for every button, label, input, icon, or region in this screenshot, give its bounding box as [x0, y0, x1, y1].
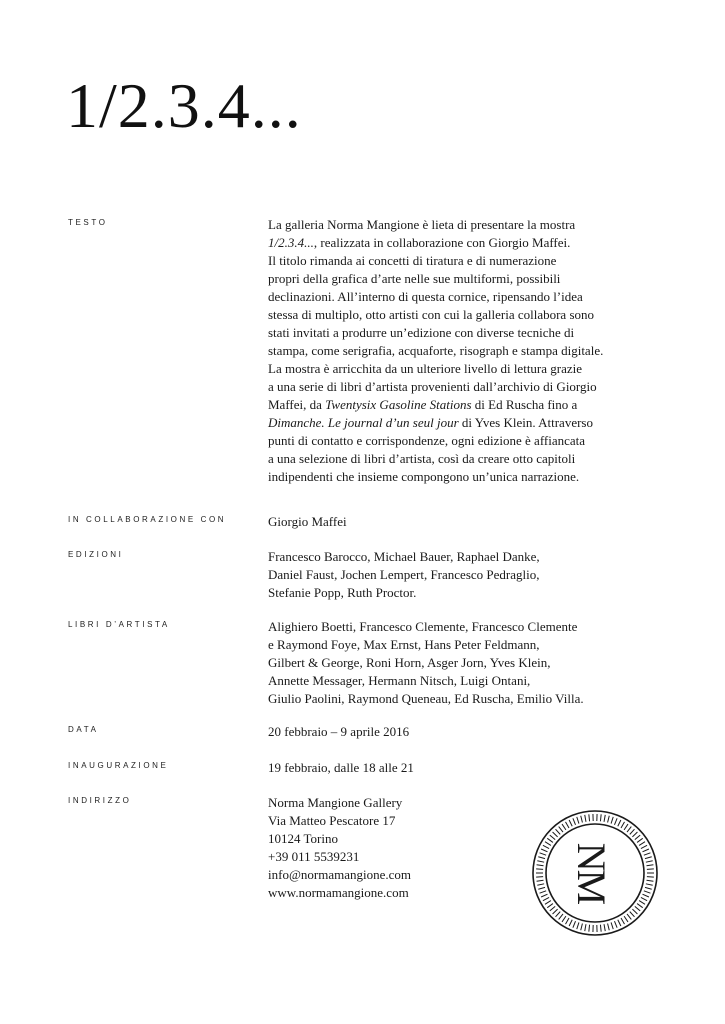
seal-tick [608, 923, 610, 930]
text-run: declinazioni. All’interno di questa cornice, ripensando l’idea [268, 289, 583, 304]
email-link[interactable]: info@normamangione.com [268, 867, 412, 882]
seal-tick [618, 820, 621, 826]
seal-tick [627, 914, 631, 920]
testo-line [268, 396, 648, 414]
page-title: 1/2.3.4... [66, 70, 302, 141]
seal-tick [541, 849, 547, 852]
seal-tick [566, 918, 570, 924]
seal-tick [566, 822, 570, 828]
inaugurazione-value [268, 759, 648, 777]
text-run: di Ed Ruscha fino a [471, 397, 578, 412]
seal-tick [547, 904, 553, 908]
seal-tick [630, 829, 635, 834]
seal-tick [543, 897, 549, 900]
text-run: a una serie di libri d’artista provenienti dall’archivio di Giorgio [268, 379, 597, 394]
seal-tick [624, 824, 628, 830]
seal-tick [641, 845, 647, 848]
seal-tick [559, 827, 563, 833]
label-data: DATA [68, 725, 99, 734]
seal-tick [545, 901, 551, 905]
testo-line [268, 414, 648, 432]
indirizzo-line: 10124 Torino [268, 831, 338, 846]
testo-body [268, 216, 648, 486]
label-testo: TESTO [68, 218, 108, 227]
seal-tick [553, 909, 558, 914]
label-indirizzo: INDIRIZZO [68, 796, 132, 805]
seal-tick [537, 884, 544, 885]
seal-tick [646, 861, 653, 862]
seal-tick [646, 865, 653, 866]
testo-line [268, 270, 648, 288]
seal-tick [538, 887, 545, 889]
text-run: Il titolo rimanda ai concetti di tiratura e di numerazione [268, 253, 557, 268]
seal-tick [562, 916, 566, 922]
testo-line [268, 216, 648, 234]
label-edizioni: EDIZIONI [68, 550, 124, 559]
seal-tick [632, 832, 637, 837]
inaugurazione-line: 19 febbraio, dalle 18 alle 21 [268, 760, 414, 775]
text-run: La galleria Norma Mangione è lieta di presentare la mostra [268, 217, 576, 232]
seal-tick [637, 904, 643, 908]
testo-line [268, 378, 648, 396]
seal-tick [611, 817, 613, 824]
libri-line: Gilbert & George, Roni Horn, Asger Jorn, Yves Klein, [268, 655, 551, 670]
indirizzo-line: Via Matteo Pescatore 17 [268, 813, 396, 828]
seal-tick [543, 845, 549, 848]
seal-tick [581, 816, 583, 823]
seal-tick [608, 816, 610, 823]
seal-tick [537, 880, 544, 881]
seal-tick [581, 923, 583, 930]
seal-tick [604, 924, 605, 931]
seal-tick [556, 829, 561, 834]
text-run: , realizzata in collaborazione con Giorgio Maffei. [313, 235, 571, 250]
seal-tick [643, 894, 649, 897]
edizioni-line: Stefanie Popp, Ruth Proctor. [268, 585, 417, 600]
logo-monogram: NM [569, 842, 614, 904]
data-line: 20 febbraio – 9 aprile 2016 [268, 724, 410, 739]
seal-tick [550, 906, 555, 910]
seal-tick [646, 884, 653, 885]
seal-tick [627, 827, 631, 833]
seal-tick [547, 838, 553, 842]
seal-tick [639, 842, 645, 846]
libri-line: Giulio Paolini, Raymond Queneau, Ed Ruscha, Emilio Villa. [268, 691, 584, 706]
collaborazione-value [268, 513, 648, 531]
testo-line [268, 324, 648, 342]
seal-tick [545, 842, 551, 846]
seal-tick [637, 838, 643, 842]
seal-tick [540, 853, 547, 855]
testo-line [268, 342, 648, 360]
text-run: stampa, come serigrafia, acquaforte, risograph e stampa digitale. [268, 343, 604, 358]
edizioni-line: Francesco Barocco, Michael Bauer, Raphael Danke, [268, 549, 540, 564]
seal-tick [550, 835, 555, 839]
edizioni-line: Daniel Faust, Jochen Lempert, Francesco Pedraglio, [268, 567, 540, 582]
seal-tick [569, 920, 572, 926]
seal-tick [556, 912, 561, 917]
seal-tick [573, 921, 576, 927]
seal-tick [645, 857, 652, 859]
gallery-seal-logo [530, 808, 660, 938]
text-run: stessa di multiplo, otto artisti con cui la galleria collabora sono [268, 307, 595, 322]
testo-line [268, 252, 648, 270]
seal-tick [589, 925, 590, 932]
seal-tick [635, 906, 640, 910]
italic-title: 1/2.3.4... [268, 235, 314, 250]
testo-line [268, 468, 648, 486]
text-run: propri della grafica d’arte nelle sue multiformi, possibili [268, 271, 561, 286]
label-libri: LIBRI D’ARTISTA [68, 620, 170, 629]
text-run: a una selezione di libri d’artista, così da creare otto capitoli [268, 451, 576, 466]
label-collaborazione: IN COLLABORAZIONE CON [68, 515, 227, 524]
seal-tick [589, 814, 590, 821]
seal-tick [573, 818, 576, 824]
testo-line [268, 360, 648, 378]
text-run: di Yves Klein. Attraverso [458, 415, 593, 430]
seal-tick [618, 920, 621, 926]
libri-value [268, 618, 648, 708]
seal-tick [643, 849, 649, 852]
text-run: La mostra è arricchita da un ulteriore livello di lettura grazie [268, 361, 583, 376]
libri-line: Annette Messager, Hermann Nitsch, Luigi Ontani, [268, 673, 531, 688]
seal-tick [569, 820, 572, 826]
seal-tick [624, 916, 628, 922]
seal-tick [621, 918, 625, 924]
seal-tick [540, 891, 547, 893]
seal-tick [632, 909, 637, 914]
seal-tick [604, 815, 605, 822]
text-run: Maffei, da [268, 397, 326, 412]
data-value [268, 723, 648, 741]
seal-tick [541, 894, 547, 897]
label-inaugurazione: INAUGURAZIONE [68, 761, 169, 770]
italic-title: Twentysix Gasoline Stations [325, 397, 472, 412]
testo-line [268, 234, 648, 252]
testo-line [268, 450, 648, 468]
seal-tick [614, 818, 617, 824]
seal-tick [537, 861, 544, 862]
website-link[interactable]: www.normamangione.com [268, 885, 409, 900]
edizioni-value [268, 548, 648, 602]
indirizzo-line: +39 011 5539231 [268, 849, 360, 864]
seal-tick [614, 921, 617, 927]
seal-tick [600, 925, 601, 932]
seal-tick [559, 914, 563, 920]
seal-tick [538, 857, 545, 859]
seal-tick [644, 853, 651, 855]
seal-tick [577, 817, 579, 824]
text-run: stati invitati a produrre un’edizione con diverse tecniche di [268, 325, 575, 340]
libri-line: Alighiero Boetti, Francesco Clemente, Francesco Clemente [268, 619, 578, 634]
seal-tick [646, 880, 653, 881]
testo-line [268, 306, 648, 324]
seal-tick [553, 832, 558, 837]
seal-tick [600, 814, 601, 821]
seal-tick [641, 897, 647, 900]
seal-tick [644, 891, 651, 893]
seal-tick [635, 835, 640, 839]
testo-line [268, 432, 648, 450]
seal-tick [585, 924, 586, 931]
testo-line [268, 288, 648, 306]
seal-tick [611, 922, 613, 929]
libri-line: e Raymond Foye, Max Ernst, Hans Peter Feldmann, [268, 637, 540, 652]
collaborazione-line: Giorgio Maffei [268, 514, 347, 529]
seal-tick [577, 922, 579, 929]
text-run: indipendenti che insieme compongono un’unica narrazione. [268, 469, 580, 484]
seal-tick [621, 822, 625, 828]
text-run: punti di contatto e corrispondenze, ogni edizione è affiancata [268, 433, 586, 448]
seal-tick [645, 887, 652, 889]
indirizzo-line: Norma Mangione Gallery [268, 795, 403, 810]
seal-tick [630, 912, 635, 917]
seal-tick [639, 901, 645, 905]
seal-tick [585, 815, 586, 822]
seal-tick [562, 824, 566, 830]
seal-tick [537, 865, 544, 866]
italic-title: Dimanche. Le journal d’un seul jour [268, 415, 459, 430]
